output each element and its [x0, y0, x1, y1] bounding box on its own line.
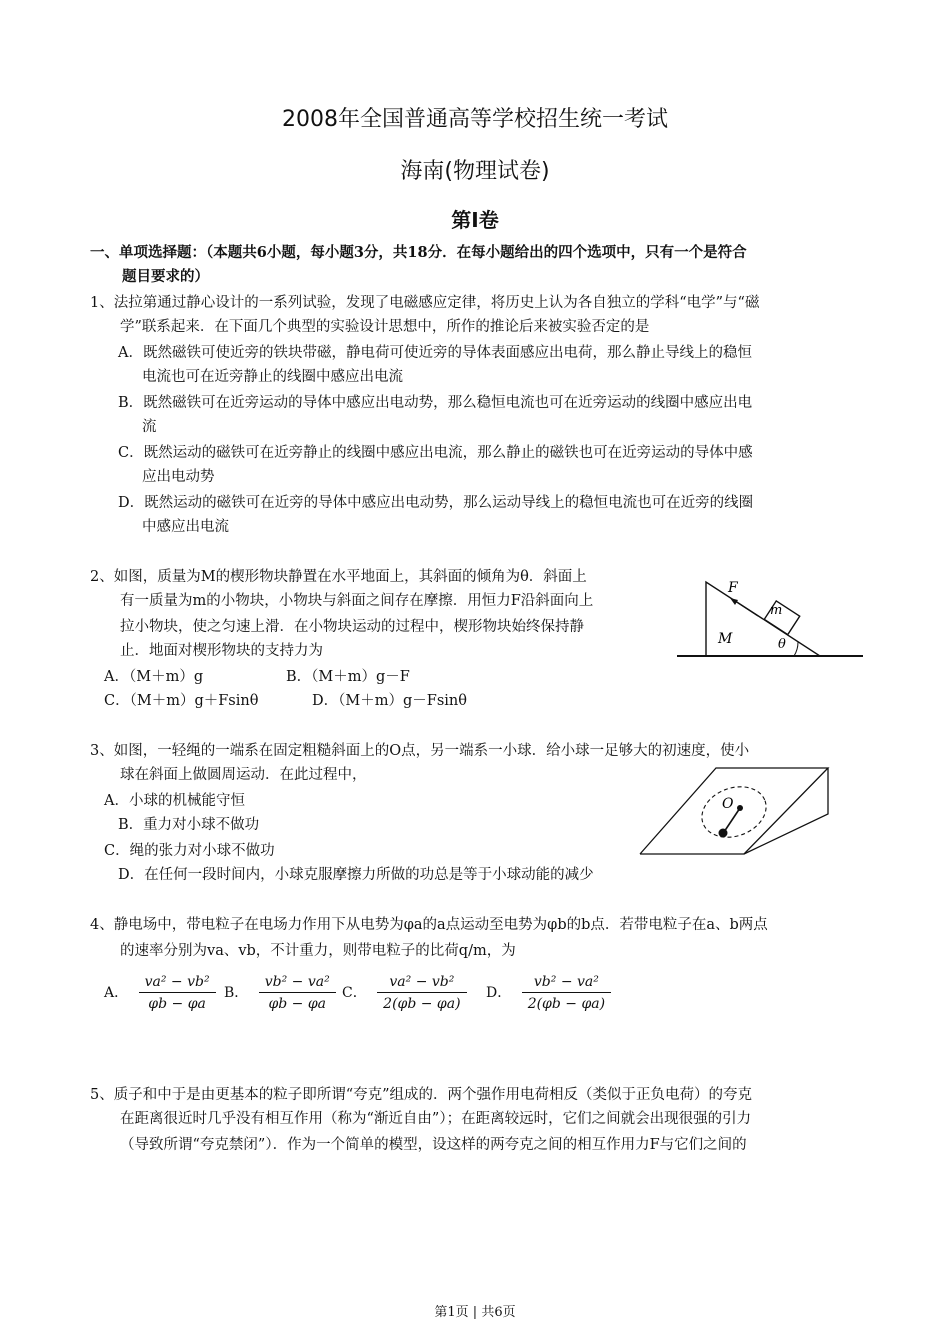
q4-option-d-denominator: 2(φb − φa) [527, 996, 606, 1012]
q3-stem: 3、如图，一轻绳的一端系在固定粗糙斜面上的O点，另一端系一小球．给小球一足够大的初速度，使小 [90, 743, 750, 759]
q1-stem: 1、法拉第通过静心设计的一系列试验，发现了电磁感应定律，将历史上认为各自独立的学科“电学”与“磁 [90, 295, 760, 311]
q4-option-c-label: C． [342, 985, 367, 1001]
q4-option-c-denominator: 2(φb − φa) [383, 996, 461, 1012]
exam-subtitle: 海南(物理试卷) [400, 159, 550, 184]
q3-option-c: C．绳的张力对小球不做功 [104, 843, 275, 859]
force-arrowhead [730, 598, 738, 605]
q4-option-a-label: A． [104, 985, 129, 1001]
q1-option-c-cont: 应出电动势 [142, 469, 215, 485]
q4-option-b-denominator: φb − φa [268, 996, 327, 1012]
q4-option-a-denominator: φb − φa [148, 996, 206, 1012]
q2-stem-cont: 有一质量为m的小物块，小物块与斜面之间存在摩擦．用恒力F沿斜面向上 [120, 593, 594, 609]
q4-option-b-label: B． [224, 985, 249, 1001]
q2-stem-cont2: 拉小物块，使之匀速上滑．在小物块运动的过程中，楔形物块始终保持静 [120, 619, 584, 635]
q2-option-b: B．（M＋m）g－F [286, 669, 410, 685]
q5-stem: 5、质子和中于是由更基本的粒子即所谓“夸克”组成的．两个强作用电荷相反（类似于正负电荷）的夸克 [90, 1087, 753, 1103]
q1-option-d: D．既然运动的磁铁可在近旁的导体中感应出电动势，那么运动导线上的稳恒电流也可在近旁的线圈 [118, 495, 754, 511]
section-heading: 一、单项选择题：（本题共6小题，每小题3分，共18分．在每小题给出的四个选项中，只有一个是符合 [90, 244, 747, 261]
q4-option-c [342, 974, 467, 1012]
q4-option-d [486, 974, 611, 1012]
q4-stem: 4、静电场中，带电粒子在电场力作用下从电势为φa的a点运动至电势为φb的b点．若带电粒子在a、b两点 [90, 917, 768, 933]
small-ball [719, 829, 728, 838]
q5-stem-cont2: （导致所谓“夸克禁闭”）．作为一个简单的模型，设这样的两夸克之间的相互作用力F与它们之间的 [120, 1137, 747, 1153]
pivot-point-O [737, 805, 743, 811]
q4-option-a-numerator: va² − vb² [139, 974, 216, 993]
q2-wedge-figure [670, 572, 870, 664]
q3-option-a: A．小球的机械能守恒 [104, 793, 245, 809]
q2-option-a: A．（M＋m）g [104, 669, 204, 685]
q1-option-b: B．既然磁铁可在近旁运动的导体中感应出电动势，那么稳恒电流也可在近旁运动的线圈中感应出电 [118, 395, 753, 411]
q4-option-b-numerator: vb² − va² [259, 974, 336, 993]
q3-stem-cont: 球在斜面上做圆周运动．在此过程中， [120, 767, 367, 783]
q3-option-b: B．重力对小球不做功 [118, 817, 260, 833]
q1-option-b-cont: 流 [142, 419, 157, 435]
q1-option-c: C．既然运动的磁铁可在近旁静止的线圈中感应出电流，那么静止的磁铁也可在近旁运动的导体中感 [118, 445, 753, 461]
q4-stem-cont: 的速率分别为va、vb，不计重力，则带电粒子的比荷q/m，为 [120, 943, 516, 959]
q2-stem-cont3: 止．地面对楔形物块的支持力为 [120, 643, 323, 659]
q4-option-a [104, 974, 216, 1012]
angle-arc [794, 642, 798, 656]
q2-stem: 2、如图，质量为M的楔形物块静置在水平地面上，其斜面的倾角为θ．斜面上 [90, 569, 587, 585]
q5-stem-cont: 在距离很近时几乎没有相互作用（称为“渐近自由”）；在距离较远时，它们之间就会出现很强的引力 [120, 1111, 752, 1127]
label-m: m [770, 603, 783, 618]
label-F: F [728, 580, 738, 596]
incline-top-face [640, 768, 828, 854]
q4-option-d-label: D． [486, 985, 512, 1001]
page-footer: 第1页 | 共6页 [434, 1305, 516, 1320]
q4-option-c-numerator: va² − vb² [377, 974, 466, 993]
volume-heading: 第I卷 [451, 208, 499, 232]
q1-stem-cont: 学”联系起来．在下面几个典型的实验设计思想中，所作的推论后来被实验否定的是 [120, 319, 650, 335]
exam-title: 2008年全国普通高等学校招生统一考试 [282, 107, 668, 132]
label-theta: θ [778, 637, 786, 652]
label-M: M [718, 631, 733, 647]
q2-option-c: C．（M＋m）g＋Fsinθ [104, 693, 259, 709]
label-O: O [722, 796, 734, 812]
q3-incline-figure [636, 762, 836, 860]
q4-option-d-numerator: vb² − va² [522, 974, 611, 993]
q2-option-d: D．（M＋m）g－Fsinθ [312, 693, 467, 709]
q4-option-b [224, 974, 336, 1012]
section-heading-cont: 题目要求的） [122, 268, 209, 285]
q1-option-d-cont: 中感应出电流 [142, 519, 229, 535]
q1-option-a-cont: 电流也可在近旁静止的线圈中感应出电流 [142, 369, 403, 385]
q1-option-a: A．既然磁铁可使近旁的铁块带磁，静电荷可使近旁的导体表面感应出电荷，那么静止导线上的稳恒 [118, 345, 752, 361]
q3-option-d: D．在任何一段时间内，小球克服摩擦力所做的功总是等于小球动能的减少 [118, 867, 594, 883]
